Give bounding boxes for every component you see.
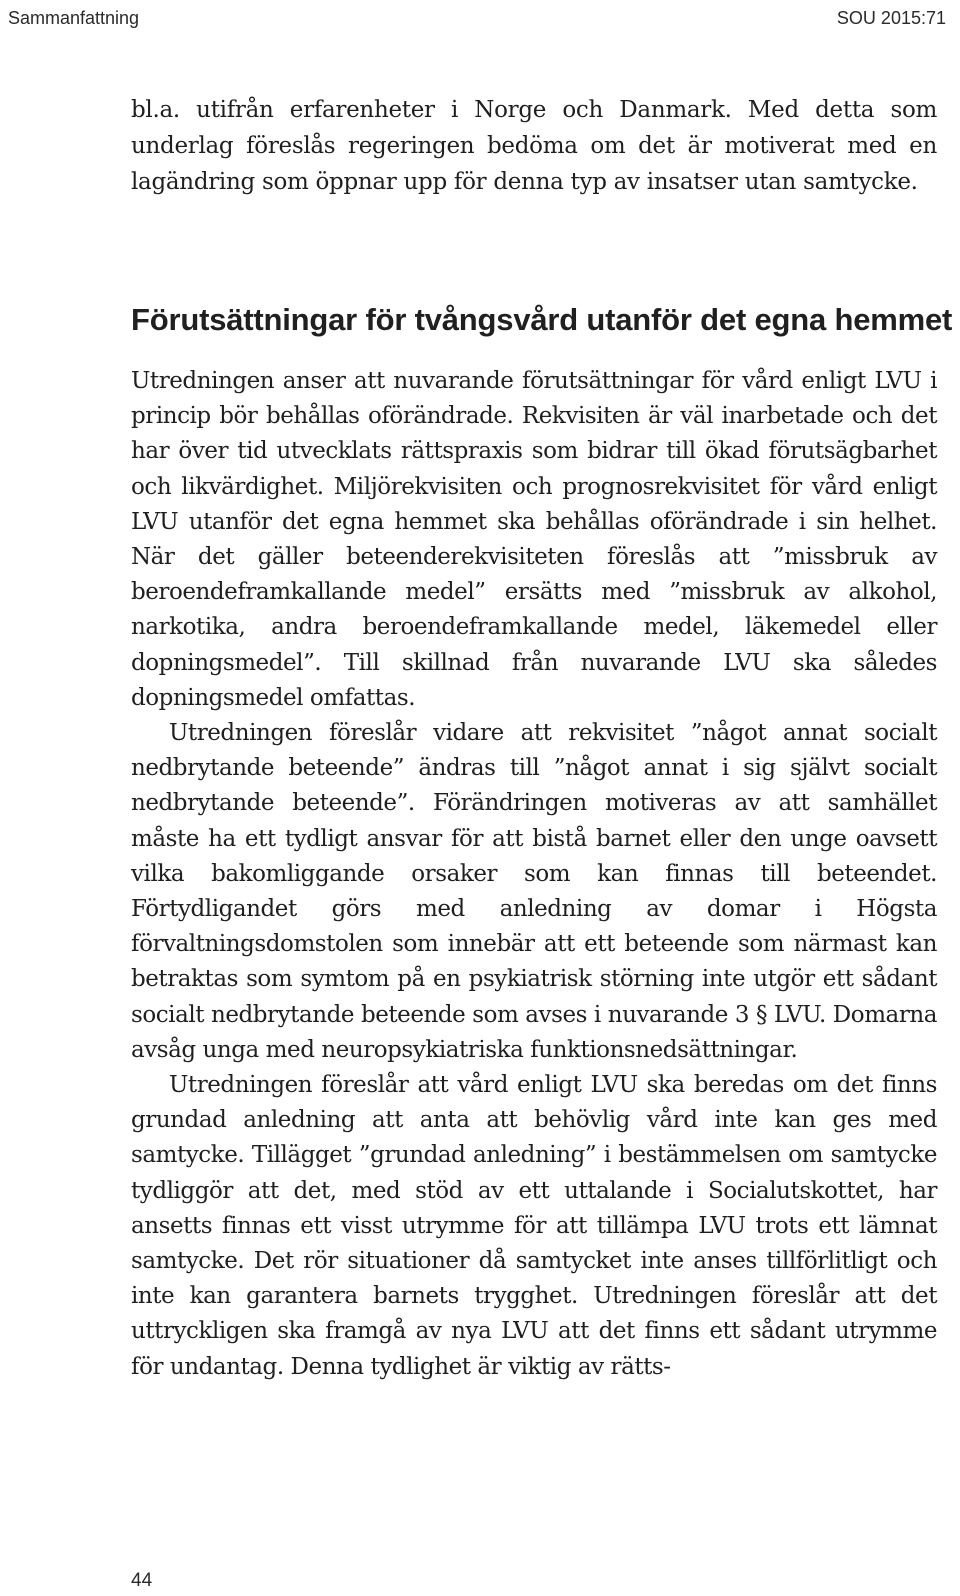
page-number: 44 xyxy=(131,1570,153,1591)
section-paragraph-2: Utredningen föreslår vidare att rekvisitet ”något annat socialt nedbrytande beteende” ändras till ”något annat i sig självt socialt nedbrytande beteende”. Förändringen motiveras av att samhället måste ha ett tydligt ansvar för att bistå barnet eller den unge oavsett vilka bakomliggande orsaker som kan finnas till beteendet. Förtydligandet görs med anledning av domar i Högsta förvaltningsdomstolen som innebär att ett beteende som närmast kan betraktas som symtom på en psykiatrisk störning inte utgör ett sådant socialt nedbrytande beteende som avses i nuvarande 3 § LVU. Domarna avsåg unga med neuropsykiatriska funktionsnedsättningar. xyxy=(131,720,937,1063)
section-paragraph-1: Utredningen anser att nuvarande förutsättningar för vård enligt LVU i princip bör behållas oförändrade. Rekvisiten är väl inarbetade och det har över tid utvecklats rättspraxis som bidrar till ökad förutsägbarhet och likvärdighet. Miljörekvisiten och prognosrekvisitet för vård enligt LVU utanför det egna hemmet ska behållas oförändrade i sin helhet. När det gäller beteenderekvisiteten föreslås att ”missbruk av beroendeframkallande medel” ersätts med ”missbruk av alkohol, narkotika, andra beroendeframkallande medel, läkemedel eller dopningsmedel”. Till skillnad från nuvarande LVU ska således dopningsmedel omfattas. xyxy=(131,368,937,711)
running-head xyxy=(8,6,946,30)
running-head-publication: SOU 2015:71 xyxy=(836,8,946,28)
intro-block xyxy=(131,92,937,200)
section-paragraph-3: Utredningen föreslår att vård enligt LVU ska beredas om det finns grundad anledning att anta att behövlig vård inte kan ges med samtycke. Tillägget ”grundad anledning” i bestämmelsen om samtycke tydliggör att det, med stöd av ett uttalande i Socialutskottet, har ansetts finnas ett visst utrymme för att tillämpa LVU trots ett lämnat samtycke. Det rör situationer då samtycket inte anses tillförlitligt och inte kan garantera barnets trygghet. Utredningen föreslår att det uttryckligen ska framgå av nya LVU att det finns ett sådant utrymme för undantag. Denna tydlighet är viktig av rätts- xyxy=(131,1072,937,1380)
intro-paragraph: bl.a. utifrån erfarenheter i Norge och Danmark. Med detta som underlag föreslås regeringen bedöma om det är motiverat med en lagändring som öppnar upp för denna typ av insatser utan samtycke. xyxy=(131,97,937,195)
section-heading: Förutsättningar för tvångsvård utanför det egna hemmet xyxy=(131,302,953,337)
running-head-section: Sammanfattning xyxy=(8,8,140,28)
section-body xyxy=(131,364,937,1385)
